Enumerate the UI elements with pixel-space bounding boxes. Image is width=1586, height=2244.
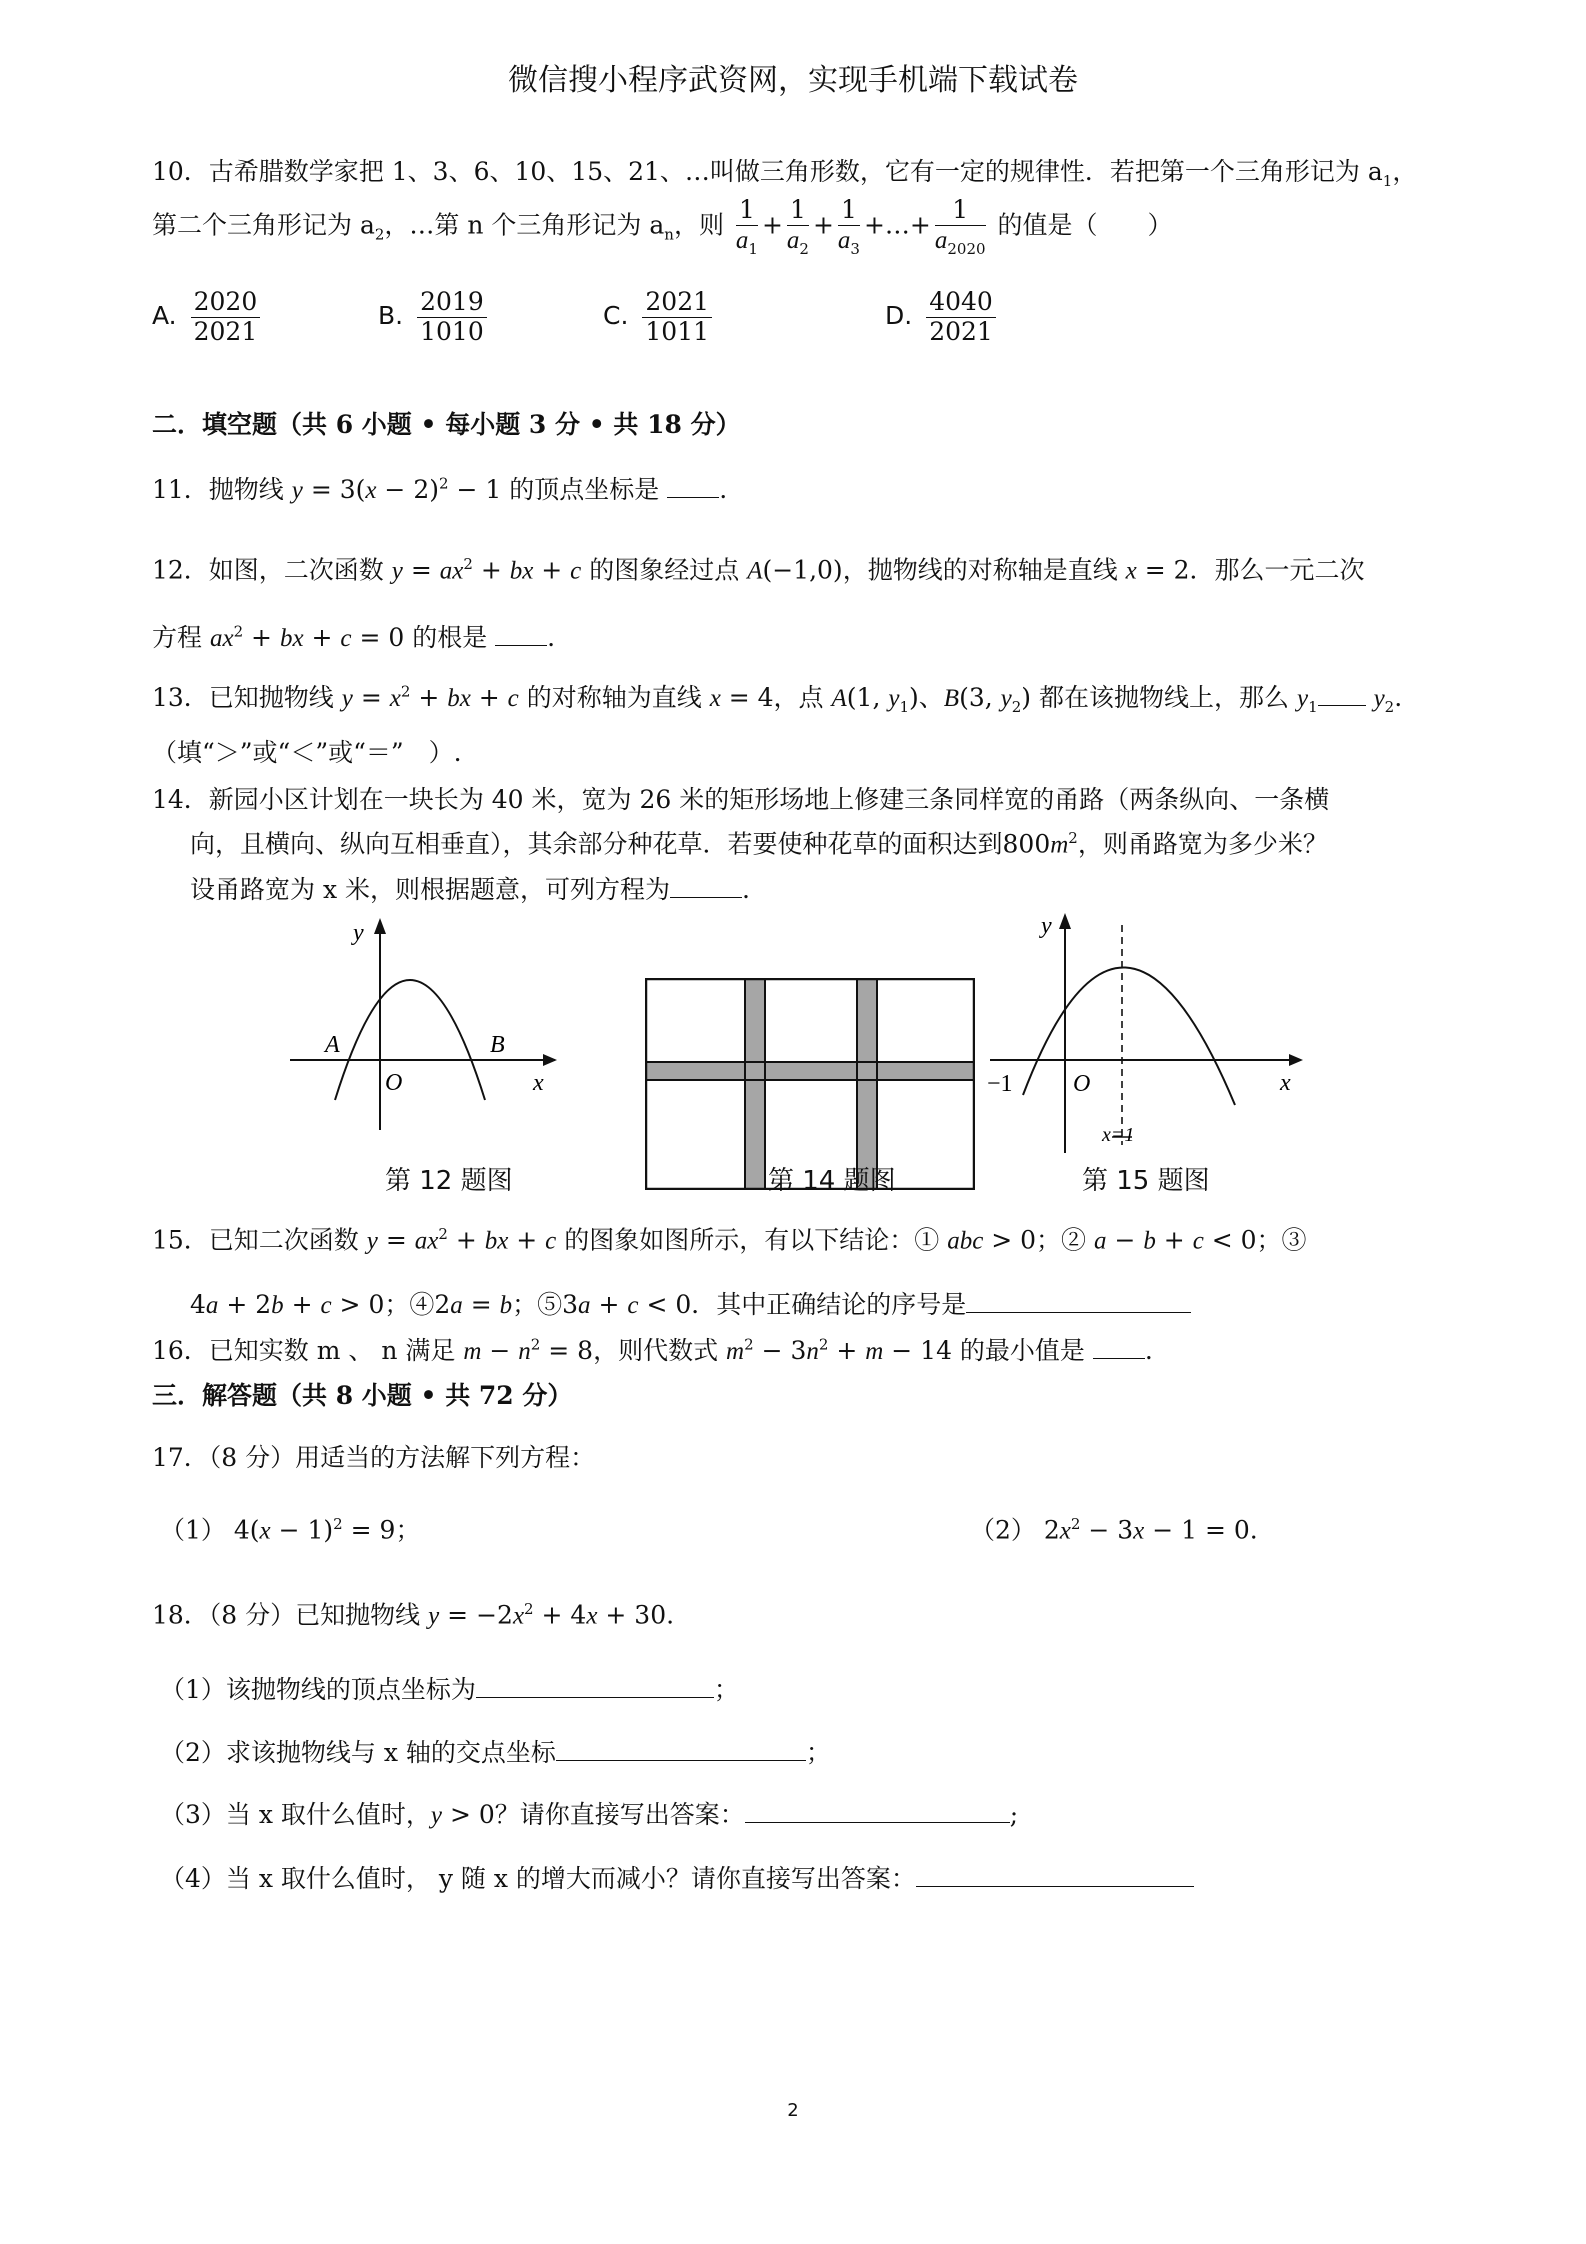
q18-part2: （2）求该抛物线与 x 轴的交点坐标 ；	[160, 1735, 831, 1768]
f12-b-label: B	[490, 1032, 505, 1058]
f15-minus-one-label: −1	[987, 1071, 1013, 1097]
figure-14-rectangle	[645, 978, 975, 1190]
section-2-title: 二．填空题（共 6 小题 • 每小题 3 分 • 共 18 分）	[152, 410, 741, 439]
q10-line1: 10．古希腊数学家把 1、3、6、10、15、21、…叫做三角形数，它有一定的规律性．若把第一个三角形记为 $a_1$，	[152, 157, 1418, 190]
f12-a-label: A	[325, 1032, 340, 1058]
q17-title: 17．（8 分）用适当的方法解下列方程：	[152, 1443, 596, 1472]
q11: 11．抛物线 $y = 3(x - 2)^2 - 1$ 的顶点坐标是 .	[152, 472, 727, 506]
q10-option-a: A. $\frac{2020}{2021}$	[152, 288, 264, 347]
f12-y-label: y	[353, 920, 364, 946]
f15-y-label: y	[1041, 913, 1052, 939]
page-number: 2	[787, 2100, 799, 2121]
q18-part4: （4）当 x 取什么值时， y 随 x 的增大而减小？请你直接写出答案：	[160, 1861, 1194, 1894]
figure-12-caption: 第 12 题图	[385, 1166, 513, 1196]
q12-line2: 方程 $ax^2$ + bx + c = 0 的根是 .	[152, 620, 555, 654]
q17-part2: （2） $2x^2 - 3x - 1 = 0$.	[970, 1515, 1258, 1545]
q15-line2: 4a + 2b + c > 0；④2a = b；⑤3a + c < 0．其中正确结论的序号是	[190, 1287, 1191, 1321]
f15-axis-label: x=1	[1102, 1124, 1135, 1146]
q10-option-d: D. $\frac{4040}{2021}$	[885, 288, 1000, 347]
q10-line2: 第二个三角形记为 $a_2$，…第 n 个三角形记为 $a_n$，则 $\frac{1}{a_1}$ + $\frac{1}{a_2}$ + $\frac{1}{a_3}$ +…+ $\frac{1}{a_{2020}}$ 的值是（ ）	[152, 195, 1173, 258]
q14-line2: 向，且横向、纵向互相垂直），其余部分种花草．若要使种花草的面积达到$800m^2$，则甬路宽为多少米？	[190, 829, 1328, 859]
q18-part3: （3）当 x 取什么值时，y > 0？请你直接写出答案： ;	[160, 1797, 1018, 1831]
q12-line1: 12．如图，二次函数 $y = ax^2$ + bx + c 的图象经过点 A(−1,0)，抛物线的对称轴是直线 x = 2．那么一元二次	[152, 555, 1365, 585]
f12-o-label: O	[385, 1070, 403, 1096]
figure-14-caption: 第 14 题图	[768, 1166, 896, 1196]
q14-line1: 14．新园小区计划在一块长为 40 米，宽为 26 米的矩形场地上修建三条同样宽的甬路（两条纵向、一条横	[152, 785, 1330, 814]
q13-line1: 13．已知抛物线 $y = x^2$ + bx + c 的对称轴为直线 x = 4，点 A(1, $y_1$)、B(3, $y_2$) 都在该抛物线上，那么 $y_1$ $y_2$.	[152, 680, 1402, 716]
q16: 16．已知实数 m 、 n 满足 $m - n^2 = 8$，则代数式 $m^2 - 3n^2 + m - 14$ 的最小值是 .	[152, 1333, 1153, 1367]
q18-part1: （1）该抛物线的顶点坐标为 ；	[160, 1672, 739, 1705]
q10-option-c: C. $\frac{2021}{1011}$	[603, 288, 716, 347]
figure-12-parabola	[285, 910, 565, 1140]
q14-line3: 设甬路宽为 x 米，则根据题意，可列方程为 .	[190, 872, 750, 905]
figure-15-parabola	[985, 905, 1315, 1155]
q15-line1: 15．已知二次函数 $y = ax^2$ + bx + c 的图象如图所示，有以下结论：① abc > 0；② a − b + c < 0；③	[152, 1225, 1307, 1255]
f15-o-label: O	[1073, 1071, 1091, 1097]
q17-part1: （1） $4(x - 1)^2 = 9$；	[160, 1515, 421, 1545]
q18-title: 18．（8 分）已知抛物线 $y = -2x^2 + 4x + 30$.	[152, 1600, 675, 1630]
figure-15-caption: 第 15 题图	[1082, 1166, 1210, 1196]
q10-option-b: B. $\frac{2019}{1010}$	[378, 288, 491, 347]
section-3-title: 三．解答题（共 8 小题 • 共 72 分）	[152, 1381, 573, 1410]
q13-line2: （填“＞”或“＜”或“＝” ）.	[152, 738, 462, 767]
frac-1-a1: $\frac{1}{a_1}$	[735, 195, 758, 258]
page-header: 微信搜小程序武资网，实现手机端下载试卷	[508, 63, 1078, 98]
f15-x-label: x	[1280, 1070, 1291, 1096]
f12-x-label: x	[533, 1070, 544, 1096]
